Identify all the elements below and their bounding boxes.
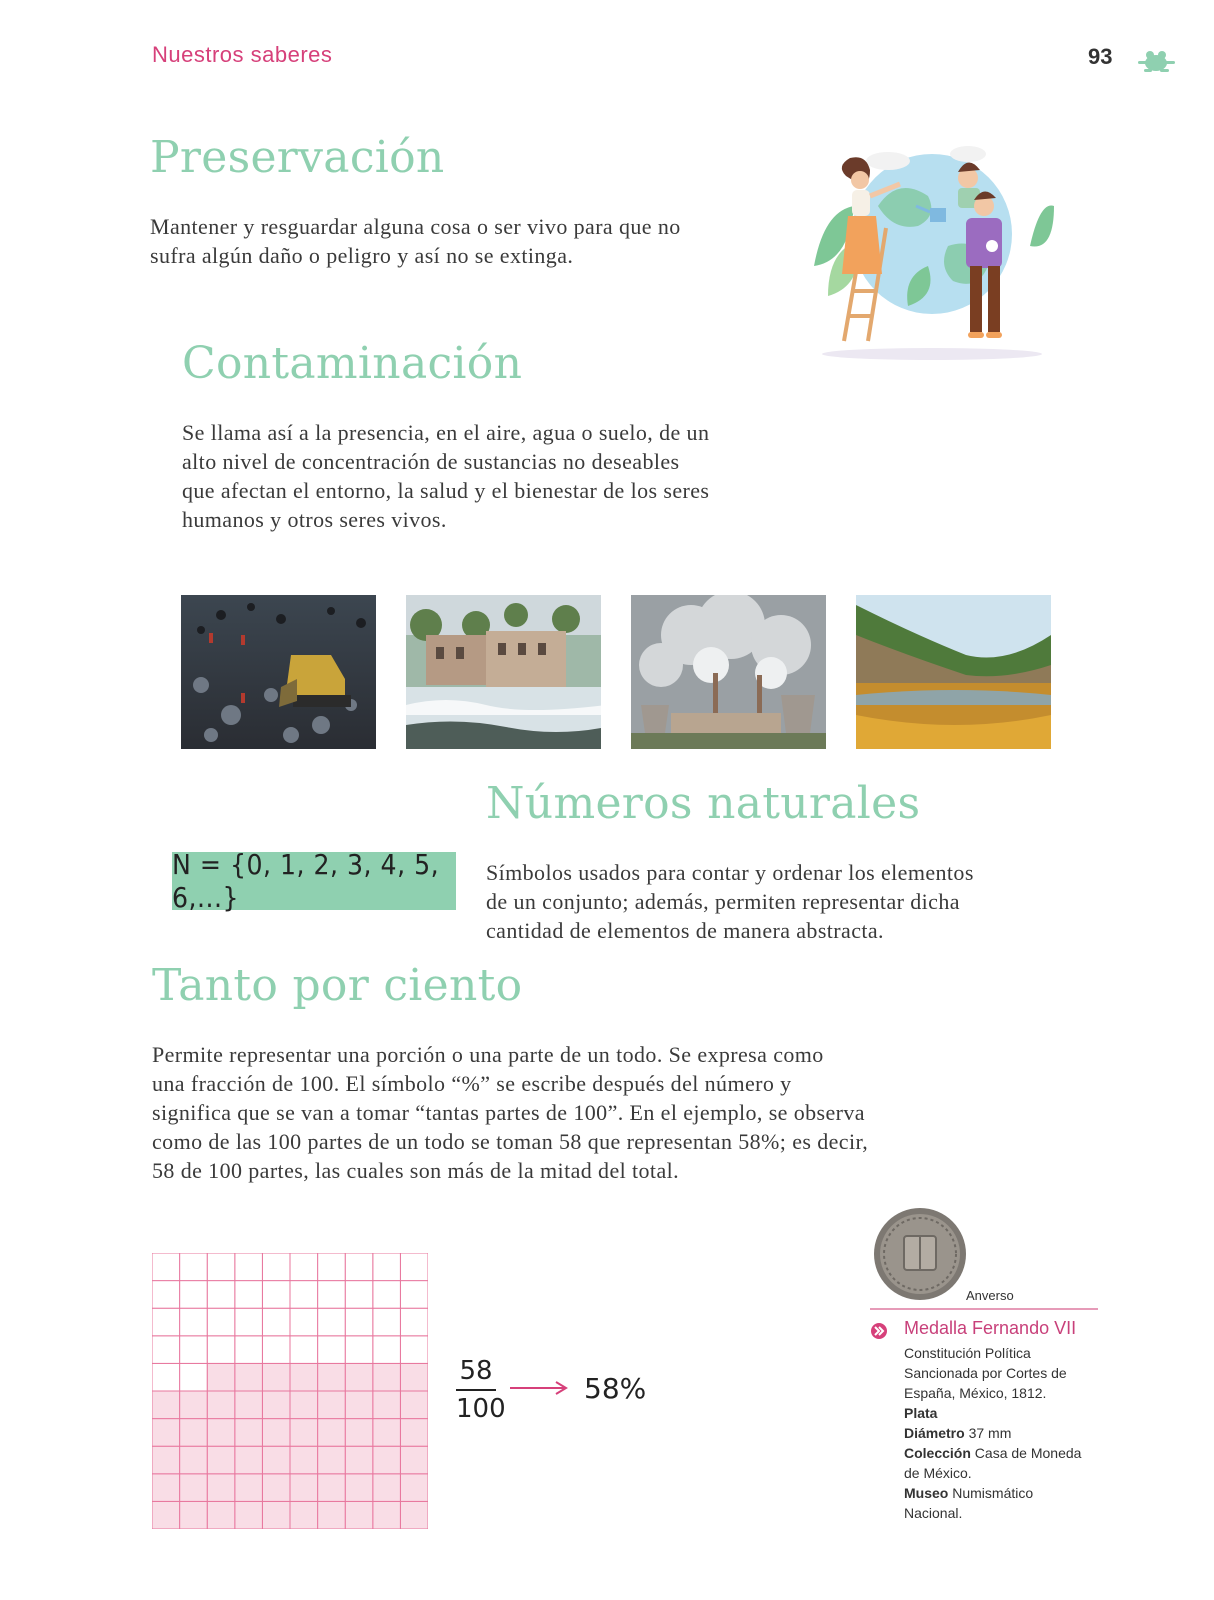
grid-cell (400, 1281, 428, 1309)
grid-cell (290, 1336, 318, 1364)
grid-cell (207, 1336, 235, 1364)
grid-cell-shaded (262, 1391, 290, 1419)
grid-cell-shaded (373, 1363, 401, 1391)
text-line: una fracción de 100. El símbolo “%” se escribe después del número y (152, 1071, 792, 1096)
grid-cell-shaded (373, 1446, 401, 1474)
grid-cell-shaded (345, 1501, 373, 1529)
grid-cell (180, 1253, 208, 1281)
grid-cell (262, 1308, 290, 1336)
grid-cell-shaded (152, 1446, 180, 1474)
grid-cell (152, 1308, 180, 1336)
medal-museum-label: Museo (904, 1485, 949, 1501)
grid-cell (235, 1336, 263, 1364)
arrow-right-icon (510, 1380, 570, 1396)
grid-cell (373, 1336, 401, 1364)
grid-cell (290, 1308, 318, 1336)
numeros-naturales-title: Números naturales (486, 778, 921, 829)
power-plant-photo (631, 595, 826, 749)
grid-cell-shaded (152, 1474, 180, 1502)
text-line: de un conjunto; además, permiten representar dicha (486, 889, 960, 914)
text-line: cantidad de elementos de manera abstracta. (486, 918, 884, 943)
grid-cell-shaded (318, 1446, 346, 1474)
text-line: que afectan el entorno, la salud y el bienestar de los seres (182, 478, 710, 503)
page-number: 93 (1088, 44, 1113, 69)
percent-grid (152, 1253, 428, 1529)
grid-cell (318, 1281, 346, 1309)
grid-cell-shaded (345, 1419, 373, 1447)
grid-cell (318, 1308, 346, 1336)
grid-cell-shaded (400, 1363, 428, 1391)
medal-collection-label: Colección (904, 1445, 971, 1461)
grid-cell-shaded (207, 1474, 235, 1502)
grid-cell-shaded (318, 1474, 346, 1502)
medal-museum-value-2: Nacional. (904, 1505, 963, 1521)
grid-cell (180, 1336, 208, 1364)
grid-cell-shaded (318, 1363, 346, 1391)
preservacion-title: Preservación (150, 132, 445, 183)
text-line: como de las 100 partes de un todo se toman 58 que representan 58%; es decir, (152, 1129, 869, 1154)
grid-cell (373, 1308, 401, 1336)
grid-cell-shaded (400, 1391, 428, 1419)
medal-diameter-label: Diámetro (904, 1425, 965, 1441)
medal-divider (870, 1308, 1098, 1310)
text-line: Permite representar una porción o una parte de un todo. Se expresa como (152, 1042, 824, 1067)
grid-cell-shaded (207, 1501, 235, 1529)
grid-cell-shaded (152, 1419, 180, 1447)
grid-cell-shaded (318, 1391, 346, 1419)
grid-cell-shaded (180, 1446, 208, 1474)
grid-cell (318, 1253, 346, 1281)
percent-value: 58% (584, 1372, 647, 1405)
grid-cell (262, 1253, 290, 1281)
grid-cell (262, 1336, 290, 1364)
grid-cell-shaded (400, 1474, 428, 1502)
text-line: alto nivel de concentración de sustancias no deseables (182, 449, 680, 474)
grid-cell-shaded (262, 1501, 290, 1529)
fraction-denominator: 100 (456, 1394, 506, 1424)
grid-cell-shaded (318, 1501, 346, 1529)
grid-cell (400, 1308, 428, 1336)
grid-cell-shaded (235, 1363, 263, 1391)
grid-cell-shaded (290, 1391, 318, 1419)
preservacion-text (150, 212, 681, 270)
mine-lake-photo (856, 595, 1051, 749)
grid-cell (373, 1281, 401, 1309)
text-line: humanos y otros seres vivos. (182, 507, 447, 532)
text-line: sufra algún daño o peligro y así no se extinga. (150, 243, 574, 268)
contaminacion-title: Contaminación (182, 338, 523, 389)
landfill-photo (181, 595, 376, 749)
grid-cell-shaded (400, 1446, 428, 1474)
grid-cell-shaded (180, 1391, 208, 1419)
grid-cell-shaded (180, 1419, 208, 1447)
text-line: Símbolos usados para contar y ordenar los elementos (486, 860, 974, 885)
medal-desc-line: Constitución Política (904, 1345, 1031, 1361)
grid-cell-shaded (400, 1501, 428, 1529)
grid-cell-shaded (290, 1501, 318, 1529)
grid-cell (152, 1363, 180, 1391)
grid-cell (207, 1308, 235, 1336)
text-line: Mantener y resguardar alguna cosa o ser vivo para que no (150, 214, 681, 239)
grid-cell-shaded (262, 1363, 290, 1391)
grid-cell-shaded (345, 1363, 373, 1391)
grid-cell (180, 1281, 208, 1309)
grid-cell (400, 1336, 428, 1364)
grid-cell-shaded (152, 1501, 180, 1529)
natural-numbers-set: N = {0, 1, 2, 3, 4, 5, 6,...} (172, 852, 456, 910)
grid-cell (180, 1363, 208, 1391)
double-chevron-icon (870, 1322, 888, 1340)
medal-collection-value: Casa de Moneda (974, 1445, 1082, 1461)
medal-diameter-value: 37 mm (968, 1425, 1012, 1441)
tanto-por-ciento-text (152, 1040, 868, 1185)
grid-cell-shaded (207, 1446, 235, 1474)
grid-cell-shaded (235, 1474, 263, 1502)
grid-cell-shaded (345, 1446, 373, 1474)
grid-cell (152, 1336, 180, 1364)
grid-cell (345, 1336, 373, 1364)
medal-material: Plata (904, 1405, 938, 1421)
coin-caption: Anverso (966, 1288, 1014, 1303)
earth-care-illustration (808, 136, 1056, 364)
grid-cell-shaded (290, 1474, 318, 1502)
header-title: Nuestros saberes (152, 42, 333, 67)
text-line: Se llama así a la presencia, en el aire, agua o suelo, de un (182, 420, 710, 445)
grid-cell-shaded (345, 1391, 373, 1419)
grid-cell-shaded (345, 1474, 373, 1502)
medal-info (904, 1343, 1104, 1523)
polluted-river-photo (406, 595, 601, 749)
grid-cell (345, 1253, 373, 1281)
grid-cell-shaded (290, 1419, 318, 1447)
grid-cell-shaded (373, 1419, 401, 1447)
medal-title: Medalla Fernando VII (904, 1318, 1077, 1338)
grid-cell (290, 1253, 318, 1281)
grid-cell (235, 1253, 263, 1281)
grid-cell-shaded (373, 1501, 401, 1529)
frog-decoration-icon (1136, 48, 1178, 78)
grid-cell (262, 1281, 290, 1309)
grid-cell-shaded (180, 1474, 208, 1502)
grid-cell (235, 1308, 263, 1336)
grid-cell (373, 1253, 401, 1281)
grid-cell-shaded (207, 1391, 235, 1419)
grid-cell (152, 1253, 180, 1281)
grid-cell-shaded (373, 1391, 401, 1419)
grid-cell-shaded (262, 1474, 290, 1502)
grid-cell (400, 1253, 428, 1281)
grid-cell-shaded (207, 1363, 235, 1391)
grid-cell-shaded (290, 1363, 318, 1391)
medal-desc-line: España, México, 1812. (904, 1385, 1047, 1401)
grid-cell-shaded (180, 1501, 208, 1529)
grid-cell (290, 1281, 318, 1309)
tanto-por-ciento-title: Tanto por ciento (152, 960, 523, 1011)
grid-cell (318, 1336, 346, 1364)
grid-cell (152, 1281, 180, 1309)
grid-cell (180, 1308, 208, 1336)
grid-cell (345, 1308, 373, 1336)
grid-cell-shaded (373, 1474, 401, 1502)
grid-cell-shaded (235, 1391, 263, 1419)
grid-cell (207, 1253, 235, 1281)
grid-cell-shaded (318, 1419, 346, 1447)
grid-cell-shaded (290, 1446, 318, 1474)
grid-cell-shaded (235, 1419, 263, 1447)
grid-cell-shaded (235, 1446, 263, 1474)
medal-coin-image (872, 1206, 968, 1302)
grid-cell (207, 1281, 235, 1309)
grid-cell-shaded (235, 1501, 263, 1529)
text-line: significa que se van a tomar “tantas partes de 100”. En el ejemplo, se observa (152, 1100, 865, 1125)
fraction-numerator: 58 (459, 1356, 493, 1386)
grid-cell (345, 1281, 373, 1309)
contaminacion-text (182, 418, 709, 534)
grid-cell-shaded (152, 1391, 180, 1419)
grid-cell-shaded (400, 1419, 428, 1447)
grid-cell-shaded (262, 1446, 290, 1474)
grid-cell-shaded (262, 1419, 290, 1447)
medal-desc-line: Sancionada por Cortes de (904, 1365, 1067, 1381)
medal-museum-value: Numismático (952, 1485, 1034, 1501)
grid-cell (235, 1281, 263, 1309)
medal-collection-value-2: de México. (904, 1465, 972, 1481)
fraction (456, 1356, 506, 1424)
numeros-naturales-text (486, 858, 974, 945)
grid-cell-shaded (207, 1419, 235, 1447)
text-line: 58 de 100 partes, las cuales son más de la mitad del total. (152, 1158, 680, 1183)
